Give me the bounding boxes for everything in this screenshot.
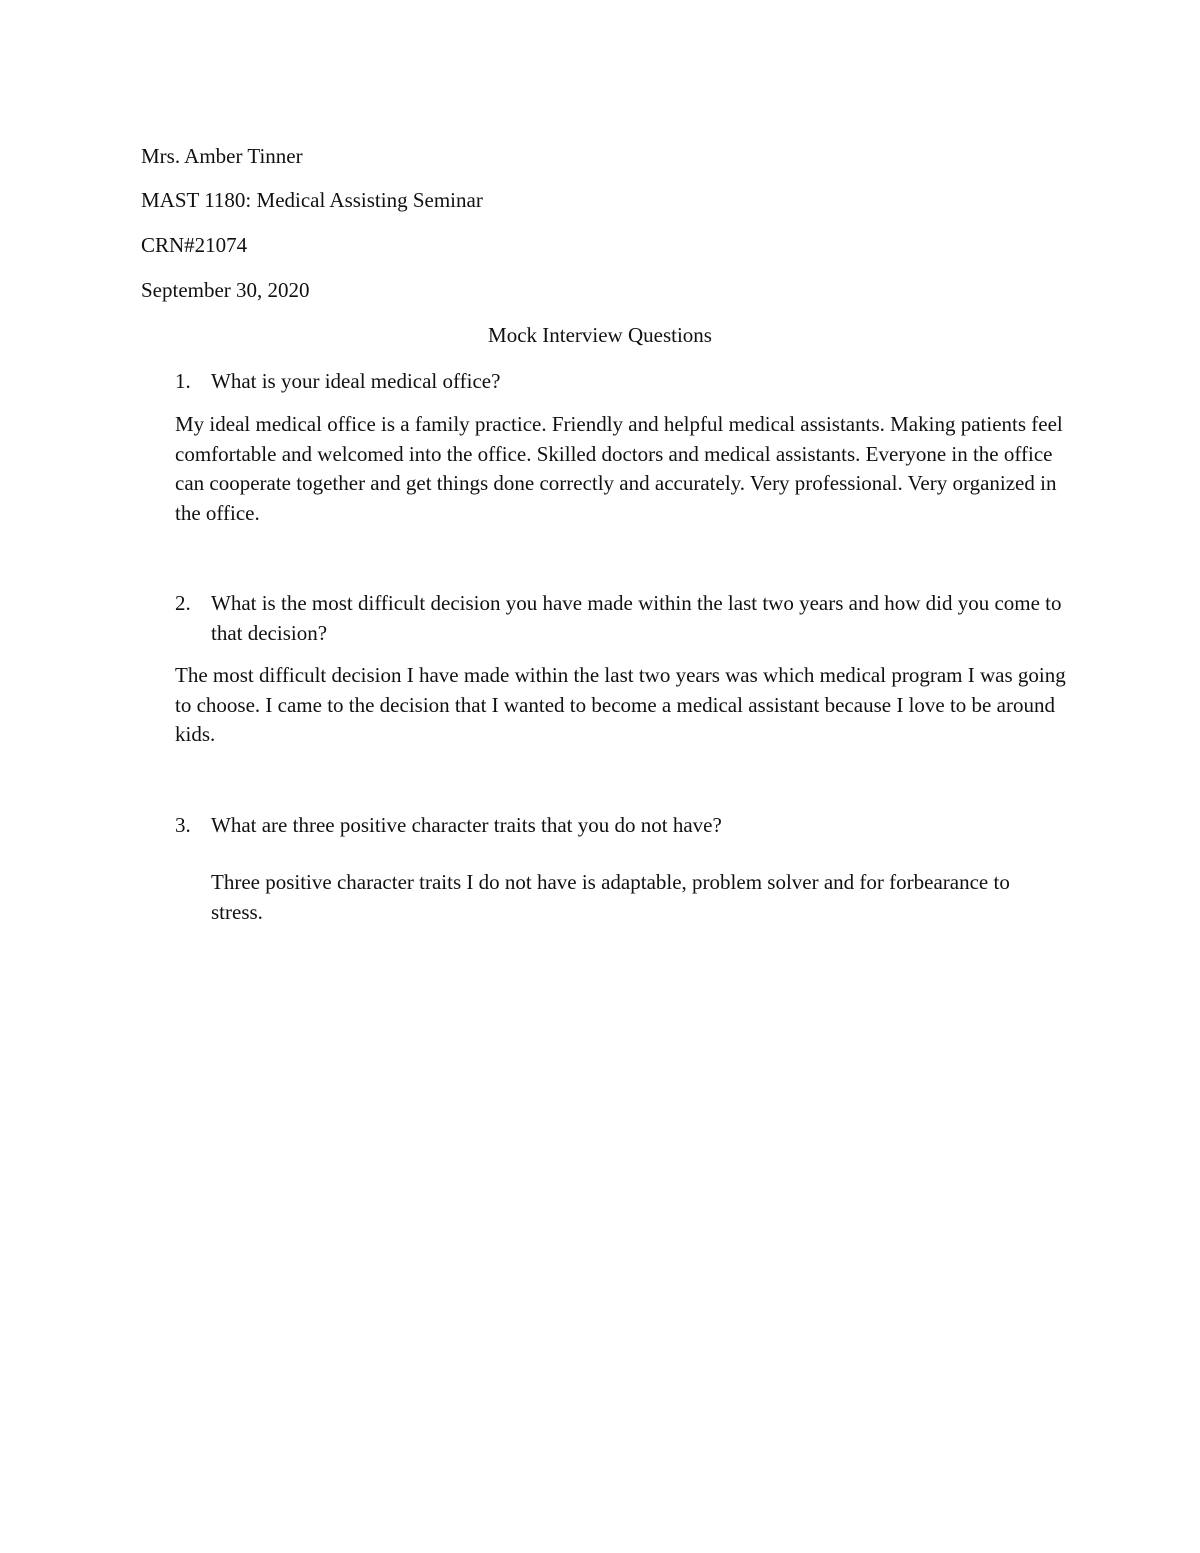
question-3-number: 3.	[175, 813, 191, 837]
question-2-text: What is the most difficult decision you have made within the last two years and how did you come to that decision?	[211, 591, 1062, 645]
course-crn: CRN#21074	[141, 233, 248, 257]
document-title: Mock Interview Questions	[488, 323, 712, 347]
question-1-text: What is your ideal medical office?	[211, 369, 501, 393]
document-date: September 30, 2020	[141, 278, 310, 302]
answer-3-text: Three positive character traits I do not have is adaptable, problem solver and for forbearance to stress.	[211, 870, 1010, 924]
answer-2-text: The most difficult decision I have made within the last two years was which medical program I was going to choose. I came to the decision that I wanted to become a medical assistant because I love to be around kids.	[175, 663, 1066, 746]
course-name: MAST 1180: Medical Assisting Seminar	[141, 188, 483, 212]
question-2-number: 2.	[175, 591, 191, 615]
question-3-text: What are three positive character traits that you do not have?	[211, 813, 722, 837]
answer-1-text: My ideal medical office is a family practice. Friendly and helpful medical assistants. Making patients feel comfortable and welcomed into the office. Skilled doctors and medical assistants. Everyone in the office can cooperate together and get things done correctly and accurately. Very professional. Very organized in the office.	[175, 412, 1063, 525]
instructor-name: Mrs. Amber Tinner	[141, 144, 303, 168]
question-1-number: 1.	[175, 369, 191, 393]
